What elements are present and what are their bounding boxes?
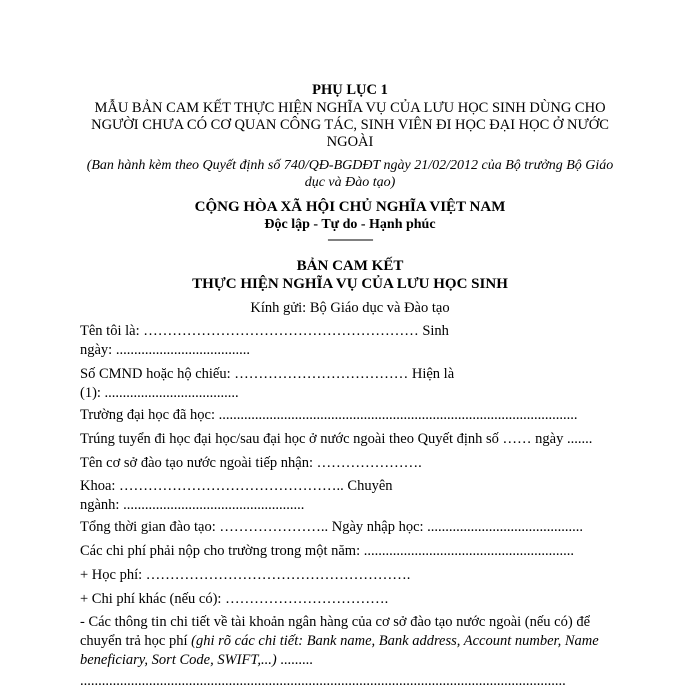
bank-details-blank: ......... xyxy=(276,652,313,668)
field-university[interactable]: Trường đại học đã học: ................................................................................................... xyxy=(80,407,578,423)
issued-by-note: (Ban hành kèm theo Quyết định số 740/QĐ-BGDĐT ngày 21/02/2012 của Bộ trưởng Bộ Giáo dục và Đào tạo) xyxy=(86,158,614,190)
divider-rule: --------------- xyxy=(327,232,373,246)
field-tuition[interactable]: + Học phí: ………………………………………………. xyxy=(80,567,411,583)
form-title: MẪU BẢN CAM KẾT THỰC HIỆN NGHĨA VỤ CỦA LƯU HỌC SINH DÙNG CHO NGƯỜI CHƯA CÓ CƠ QUAN CÔNG TÁC, SINH VIÊN ĐI HỌC ĐẠI HỌC Ở NƯỚC NGOÀI xyxy=(91,100,609,150)
bank-details-paragraph[interactable] xyxy=(80,613,620,670)
field-current-status[interactable]: (1): ..................................... xyxy=(80,385,239,401)
bank-details-intro: - Các thông tin chi tiết về tài khoản ngân hàng của cơ sở đào tạo nước ngoài (nếu có) để chuyển trả học phí xyxy=(80,614,591,649)
field-host-institution[interactable]: Tên cơ sở đào tạo nước ngoài tiếp nhận: …………………. xyxy=(80,455,422,471)
field-bank-continuation[interactable]: ...................................................................................................................................... xyxy=(80,673,566,689)
field-dob[interactable]: ngày: ..................................... xyxy=(80,342,250,358)
field-other-costs[interactable]: + Chi phí khác (nếu có): ……………………………. xyxy=(80,591,389,607)
appendix-heading: PHỤ LỤC 1 xyxy=(312,82,388,98)
document-title: BẢN CAM KẾT xyxy=(296,258,404,274)
field-annual-costs[interactable]: Các chi phí phải nộp cho trường trong một năm: .......................................................... xyxy=(80,543,574,559)
addressee: Kính gửi: Bộ Giáo dục và Đào tạo xyxy=(250,300,450,316)
field-faculty[interactable]: Khoa: ……………………………………….. Chuyên xyxy=(80,478,393,494)
bank-details-hint: (ghi rõ các chi tiết: Bank name, Bank address, Account number, Name beneficiary, Sort Code, SWIFT,...) xyxy=(80,633,599,668)
document-subtitle: THỰC HIỆN NGHĨA VỤ CỦA LƯU HỌC SINH xyxy=(192,276,508,292)
country-name: CỘNG HÒA XÃ HỘI CHỦ NGHĨA VIỆT NAM xyxy=(194,199,506,215)
field-id-number[interactable]: Số CMND hoặc hộ chiếu: ……………………………… Hiện là xyxy=(80,366,455,382)
national-motto: Độc lập - Tự do - Hạnh phúc xyxy=(264,217,436,232)
field-name[interactable]: Tên tôi là: ………………………………………………… Sinh xyxy=(80,323,449,339)
field-major[interactable]: ngành: .................................................. xyxy=(80,497,305,513)
field-admission-decision[interactable]: Trúng tuyển đi học đại học/sau đại học ở nước ngoài theo Quyết định số …… ngày ....... xyxy=(80,431,593,447)
field-duration[interactable]: Tổng thời gian đào tạo: ………………….. Ngày nhập học: ........................................... xyxy=(80,519,584,535)
